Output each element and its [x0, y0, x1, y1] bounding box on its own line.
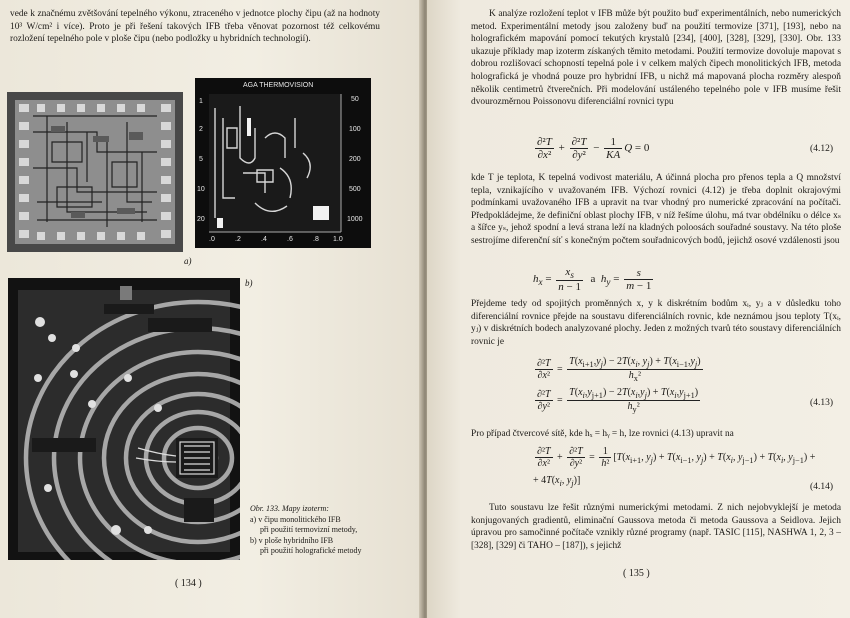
scale-right-0: 50	[351, 96, 359, 103]
thermovision-image	[195, 78, 371, 248]
scale-left-3: 10	[197, 186, 205, 193]
scale-left-1: 2	[199, 126, 203, 133]
scale-bottom-5: 1.0	[333, 236, 343, 243]
equation-4-12: $\frac{\text{∂²T}}{\text{∂x²}}$ + $\frac{\text{∂²T}}{\text{∂y²}}$ − $\frac{1}{KA}$ Q = 0 (4.12)	[537, 136, 833, 161]
figure-a-label: a)	[184, 256, 192, 266]
scale-bottom-4: .8	[313, 236, 319, 243]
right-paragraph-3: Přejdeme tedy od spojitých proměnných x, y k diskrétním bodům xᵢ, yⱼ a v důsledku toho diferenciální rovnice přejde na soustavu diferenciálních rovnic, kde neznámou jsou teploty T(xᵢ, yⱼ) v diskrétních bodech analyzované plochy. Jeden z možných tvarů této soustavy diferenciálních rovnic je	[471, 299, 841, 347]
figure-b-label: b)	[245, 278, 253, 288]
right-paragraph-1: K analýze rozložení teplot v IFB může být použito buď experimentálních, nebo numerických metod. Experimentální metody jsou založeny buď na použití termovize [371], [193], nebo na holografickém mapování pomocí tekutých krystalů [234], [400], [328], [329], [330]. Obr. 133 ukazuje příklady map izoterm získaných těmito metodami. Použití termovize dovoluje mapovat s dobrou rozlišovací schopností tepelná pole i v celkem malých čipech monolitických IFB, metoda holografická je vhodná pouze pro hybridní IFB, u nichž má mapovaná plocha rozměry alespoň několik centimetrů čtverečních. Při modelování ustáleného tepelného pole v IFB musíme řešit dvourozměrnou Poissonovu diferenciální rovnici typu	[471, 9, 841, 108]
figure-a-chip-photo	[7, 92, 183, 252]
left-page-number: ( 134 )	[175, 578, 202, 589]
chip-photo-image	[7, 92, 183, 252]
right-page	[427, 0, 850, 618]
scale-right-4: 1000	[347, 216, 363, 223]
caption-line-b1: b) v ploše hybridního IFB	[250, 535, 334, 545]
thermovision-title: AGA THERMOVISION	[243, 82, 314, 89]
equation-4-13-number: (4.13)	[810, 398, 833, 408]
scale-right-2: 200	[349, 156, 361, 163]
right-paragraph-4: Pro případ čtvercové sítě, kde hₓ = hᵧ = h, lze rovnici (4.13) upravit na	[471, 429, 734, 439]
scale-left-2: 5	[199, 156, 203, 163]
scale-bottom-1: .2	[235, 236, 241, 243]
caption-line-b2: při použití holografické metody	[260, 546, 362, 555]
caption-line-a2: při použití termovizní metody,	[260, 525, 358, 534]
scale-bottom-0: .0	[209, 236, 215, 243]
right-paragraph-2: kde T je teplota, K tepelná vodivost materiálu, A účinná plocha pro přenos tepla a Q množství tepla, vznikajícího v uvažovaném IFB. Výchozí rovnici (4.12) je třeba doplnit okrajovými podmínkami uvažovaného IFB a upravit na tvar vhodný pro numerické zpracování na počítači. Předpokládejme, že definiční oblast plochy IFB, v níž řešíme úlohu, má tvar obdélníku o délce xₛ a šířce yₛ, jehož spodní a levá strana leží na kladných poloosách souřadné soustavy. Na této ploše sestrojíme diferenční síť s konečným počtem souřadnicových bodů, jejichž osové vzdálenosti jsou	[471, 173, 841, 246]
equation-grid-steps: $h_x$ = $\frac{x_s}{n - 1}$ a $h_y$ = $\frac{s}{m - 1}$	[533, 266, 652, 294]
right-paragraph-5: Tuto soustavu lze řešit různými numerickými metodami. Z nich nejobvyklejší je metoda konjugovaných gradientů, eliminační Gaussova metoda či metoda Gaussova a Seidlova. Jejich úpravou pro samočinné počítače vznikly různé programy (např. TASIC [115], NASHWA 1, 2, 3 – [328], [329] či TAHO – [187]), s jejichž	[471, 503, 841, 551]
scale-right-1: 100	[349, 126, 361, 133]
caption-title: Obr. 133. Mapy izoterm:	[250, 504, 329, 513]
equation-4-13: $\frac{\text{∂²T}}{\text{∂x²}}$ = $\frac{T(x_{i+1},y_j) - 2T(x_i, y_j) + T(x_{i-1},y_j)}{h_x^2}$ $\frac{\text{∂²T}}{\text{∂y²}}$ = $\frac{T(x_i,y_{j+1}) - 2T(x_i,y_j) + T(x_i,y_{j+1})}{h_y^2}$ (4.13)	[537, 356, 833, 414]
scale-right-3: 500	[349, 186, 361, 193]
figure-b-holographic-map	[8, 278, 240, 560]
equation-4-14-number: (4.14)	[810, 482, 833, 492]
scale-bottom-3: .6	[287, 236, 293, 243]
scale-bottom-2: .4	[261, 236, 267, 243]
left-page	[0, 0, 423, 618]
scale-left-0: 1	[199, 98, 203, 105]
left-intro-paragraph: vede k značnému zvětšování tepelného výkonu, ztraceného v jednotce plochy čipu (až na hodnoty 10³ W/cm² i více). Proto je při řešení takových IFB třeba věnovat pozornost též celkovému rozložení tepelného pole v ploše čipu (nebo podložky u hybridních technologií).	[10, 9, 380, 45]
right-page-number: ( 135 )	[623, 568, 650, 579]
scale-left-4: 20	[197, 216, 205, 223]
holographic-image	[8, 278, 240, 560]
equation-4-12-number: (4.12)	[810, 144, 833, 154]
equation-4-14: $\frac{\text{∂²T}}{\text{∂x²}}$ + $\frac{\text{∂²T}}{\text{∂y²}}$ = $\frac{1}{\text{h²}}$ [$T(x_{i+1}$, $y_j) + T(x_{i-1}$, $y_j) + T(x_i$, $y_{j-1}) + T(x_i$, $y_{j-1}$) + + $4T(x_i$, $y_j$)] (4.14)	[533, 446, 833, 492]
caption-line-a1: a) v čipu monolitického IFB	[250, 514, 341, 524]
figure-thermovision-map	[195, 78, 371, 248]
equation-and-word: a	[590, 273, 596, 286]
figure-caption	[250, 504, 418, 557]
